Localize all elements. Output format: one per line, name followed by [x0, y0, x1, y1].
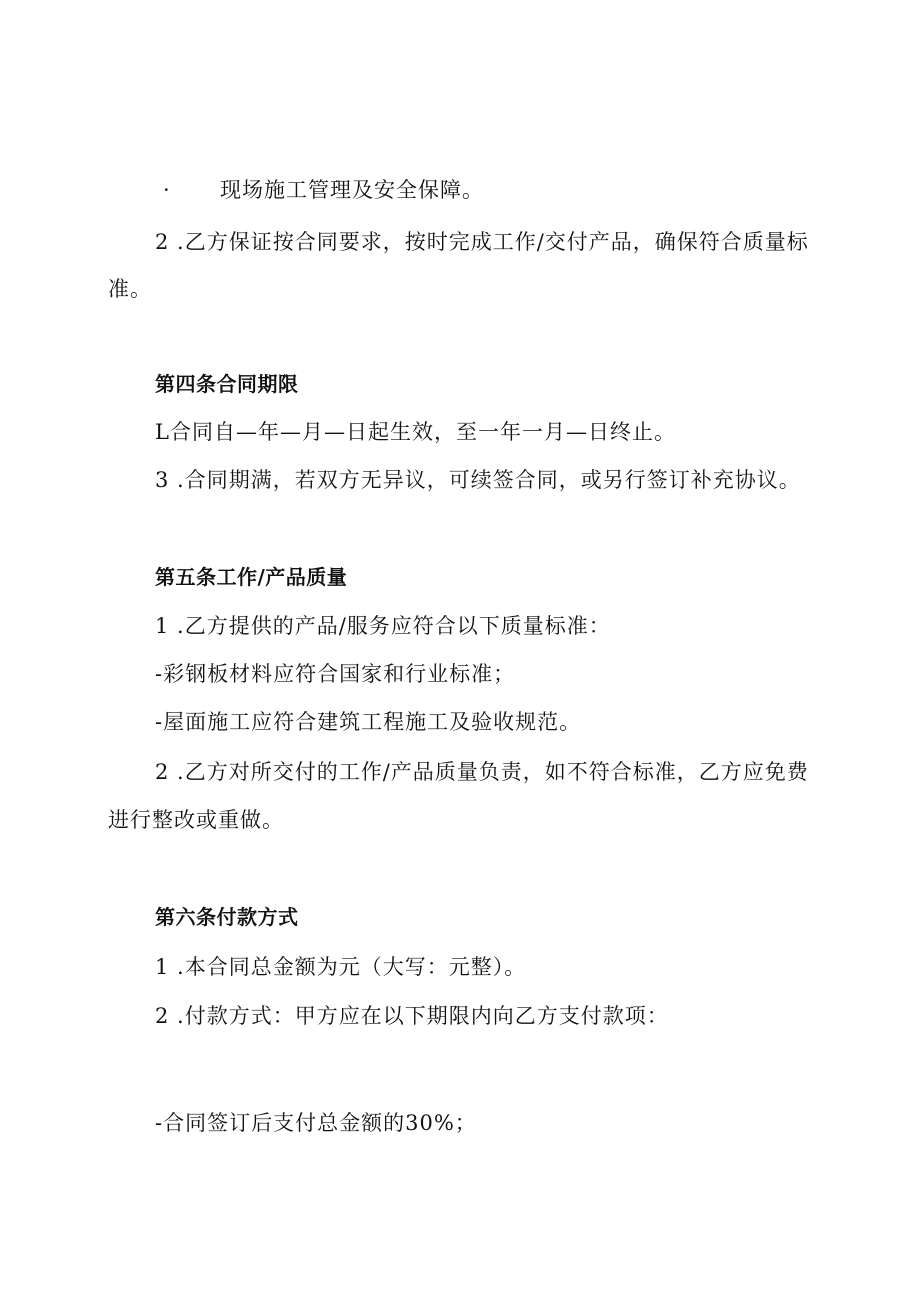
bullet-marker: · [163, 178, 170, 202]
section4-item1: L合同自—年—月—日起生效，至一年一月—日终止。 [155, 420, 676, 444]
section5-item1: 1 .乙方提供的产品/服务应符合以下质量标准： [155, 614, 611, 638]
section6-item2: 2 .付款方式：甲方应在以下期限内向乙方支付款项： [155, 1004, 669, 1028]
section6-item1: 1 .本合同总金额为元（大写：元整）。 [155, 955, 527, 979]
section4-item2: 3 .合同期满，若双方无异议，可续签合同，或另行签订补充协议。 [155, 468, 801, 492]
section5-heading: 第五条工作/产品质量 [155, 565, 348, 589]
section3-item2-line1: 2 .乙方保证按合同要求，按时完成工作/交付产品，确保符合质量标 [155, 230, 809, 254]
section5-sub1: -彩钢板材料应符合国家和行业标准； [155, 662, 516, 686]
bullet-text: 现场施工管理及安全保障。 [220, 178, 484, 202]
section3-item2-line2: 准。 [108, 277, 152, 301]
section4-heading: 第四条合同期限 [155, 372, 299, 396]
section6-heading: 第六条付款方式 [155, 905, 299, 929]
section5-item2-line1: 2 .乙方对所交付的工作/产品质量负责，如不符合标准，乙方应免费 [155, 760, 809, 784]
section5-sub2: -屋面施工应符合建筑工程施工及验收规范。 [155, 710, 582, 734]
section5-item2-line2: 进行整改或重做。 [108, 808, 284, 832]
section6-sub1: -合同签订后支付总金额的30%； [155, 1111, 477, 1135]
